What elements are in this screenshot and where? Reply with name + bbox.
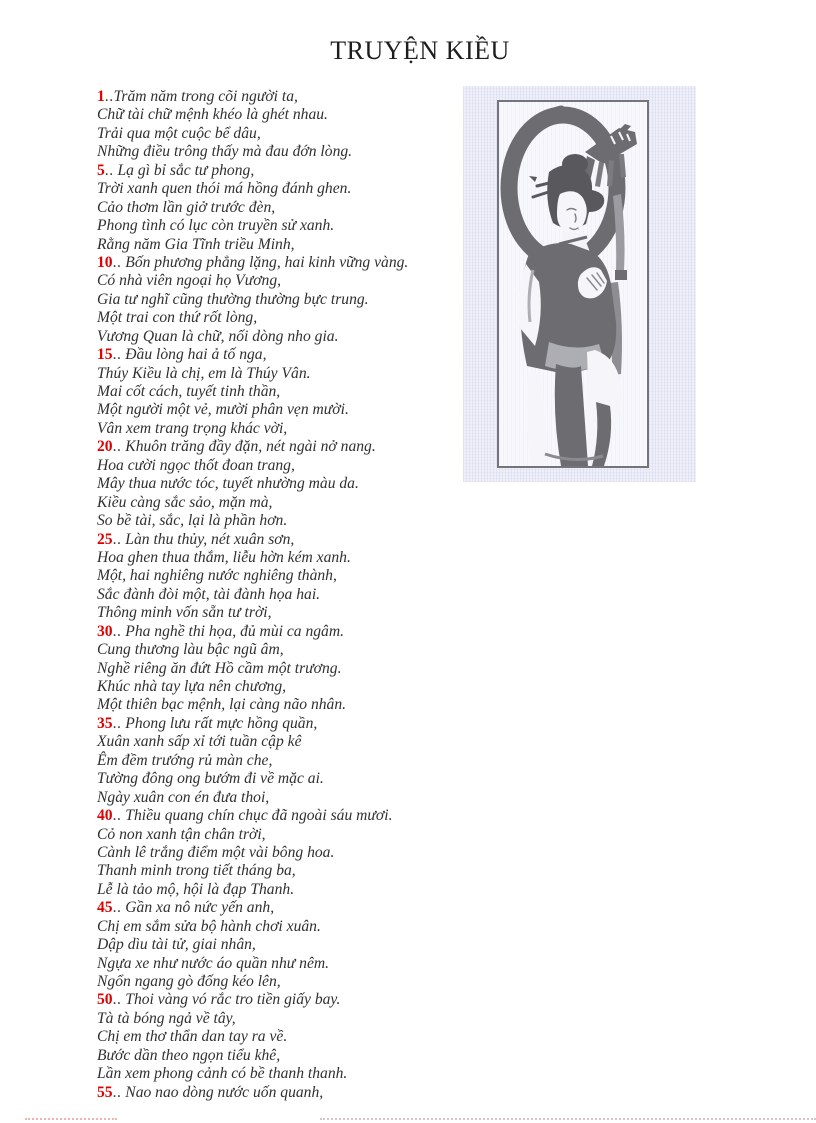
verse-text: Mai cốt cách, tuyết tinh thần, — [97, 383, 281, 400]
line-number-dots: .. — [112, 714, 122, 732]
verse-text: Trăm năm trong cõi người ta, — [113, 88, 298, 105]
poem-line — [97, 88, 408, 106]
poem-line — [97, 586, 408, 604]
verse-text: Ngày xuân con én đưa thoi, — [97, 788, 270, 806]
verse-text: Có nhà viên ngoại họ Vương, — [97, 272, 282, 290]
verse-text: Ngổn ngang gò đống kéo lên, — [97, 973, 281, 990]
verse-text: Pha nghề thi họa, đủ mùi ca ngâm. — [121, 622, 345, 640]
poem-line — [97, 125, 408, 143]
line-number: 10 — [97, 253, 113, 271]
poem-line — [97, 936, 408, 954]
poem-line — [97, 789, 408, 807]
poem-line — [97, 899, 408, 917]
verse-text: Cảo thơm lần giở trước đèn, — [97, 198, 276, 216]
poem-line — [97, 1047, 408, 1065]
page-bottom-dotted-rule-right — [320, 1118, 816, 1120]
line-number-dots: .. — [112, 807, 122, 825]
poem-line — [97, 770, 408, 788]
verse-text: So bề tài, sắc, lại là phần hơn. — [97, 512, 288, 530]
poem-line — [97, 973, 408, 991]
line-number: 35 — [97, 714, 113, 732]
poem-line — [97, 401, 408, 419]
verse-text: Một thiên bạc mệnh, lại càng não nhân. — [97, 696, 347, 714]
verse-text: Xuân xanh sấp xỉ tới tuần cập kê — [97, 733, 302, 751]
verse-text: Hoa ghen thua thắm, liễu hờn kém xanh. — [97, 548, 351, 566]
poem-line — [97, 365, 408, 383]
poem-line — [97, 678, 408, 696]
poem-line — [97, 1010, 408, 1028]
verse-text: Khuôn trăng đầy đặn, nét ngài nở nang. — [121, 438, 376, 456]
verse-text: Gia tư nghĩ cũng thường thường bực trung. — [97, 290, 369, 308]
poem-line — [97, 475, 408, 493]
poem-line — [97, 641, 408, 659]
verse-text: Lạ gì bỉ sắc tư phong, — [113, 161, 255, 179]
poem-line — [97, 106, 408, 124]
poem-line — [97, 236, 408, 254]
poem-line — [97, 807, 408, 825]
poem-line — [97, 272, 408, 290]
verse-text: Tà tà bóng ngả về tây, — [97, 1009, 236, 1027]
poem-line — [97, 844, 408, 862]
poem-line — [97, 567, 408, 585]
poem-line — [97, 623, 408, 641]
poem-line — [97, 862, 408, 880]
poem-line — [97, 1084, 408, 1102]
line-number-dots: .. — [112, 622, 122, 640]
line-number-dots: .. — [112, 530, 122, 548]
verse-text: Một, hai nghiêng nước nghiêng thành, — [97, 567, 337, 585]
verse-text: Thúy Kiều là chị, em là Thúy Vân. — [97, 364, 311, 382]
verse-text: Một trai con thứ rốt lòng, — [97, 309, 258, 327]
poem-line — [97, 715, 408, 733]
poem-line — [97, 991, 408, 1009]
poem-line — [97, 162, 408, 180]
verse-text: Vương Quan là chữ, nối dòng nho gia. — [97, 327, 339, 345]
verse-text: Chữ tài chữ mệnh khéo là ghét nhau. — [97, 106, 328, 124]
poem-line — [97, 180, 408, 198]
verse-text: Đầu lòng hai ả tố nga, — [121, 346, 267, 364]
poem-line — [97, 752, 408, 770]
line-number-dots: .. — [112, 438, 122, 456]
poem-line — [97, 604, 408, 622]
poem-line — [97, 733, 408, 751]
verse-text: Sắc đành đòi một, tài đành họa hai. — [97, 585, 321, 603]
poem-line — [97, 309, 408, 327]
page-title: TRUYỆN KIỀU — [330, 36, 510, 65]
line-number: 5 — [97, 161, 105, 179]
verse-text: Hoa cười ngọc thốt đoan trang, — [97, 456, 295, 474]
verse-text: Mây thua nước tóc, tuyết nhường màu da. — [97, 475, 359, 493]
verse-text: Dập dìu tài tử, giai nhân, — [97, 936, 256, 954]
verse-text: Thoi vàng vó rắc tro tiền giấy bay. — [121, 991, 341, 1009]
poem-line — [97, 1065, 408, 1083]
verse-text: Kiều càng sắc sảo, mặn mà, — [97, 493, 273, 511]
verse-text: Vân xem trang trọng khác vời, — [97, 419, 288, 437]
poem-text — [97, 88, 408, 1102]
verse-text: Rằng năm Gia Tĩnh triều Minh, — [97, 235, 295, 253]
verse-text: Thiều quang chín chục đã ngoài sáu mươi. — [121, 807, 393, 825]
verse-text: Thanh minh trong tiết tháng ba, — [97, 862, 296, 880]
poem-line — [97, 1028, 408, 1046]
poem-line — [97, 199, 408, 217]
poem-line — [97, 143, 408, 161]
poem-line — [97, 420, 408, 438]
line-number: 20 — [97, 438, 113, 456]
verse-text: Gần xa nô nức yến anh, — [121, 899, 275, 917]
line-number-dots: .. — [104, 161, 114, 179]
page-bottom-dotted-rule-left — [25, 1118, 117, 1120]
verse-text: Êm đềm trướng rủ màn che, — [97, 751, 273, 769]
verse-text: Trải qua một cuộc bể dâu, — [97, 124, 261, 142]
verse-text: Chị em sắm sửa bộ hành chơi xuân. — [97, 917, 321, 935]
poem-line — [97, 346, 408, 364]
verse-text: Khúc nhà tay lựa nên chương, — [97, 678, 287, 695]
line-number: 45 — [97, 899, 113, 917]
poem-line — [97, 494, 408, 512]
kieu-lute-illustration — [497, 100, 649, 468]
verse-text: Tường đông ong bướm đi về mặc ai. — [97, 770, 324, 788]
poem-line — [97, 512, 408, 530]
poem-line — [97, 457, 408, 475]
poem-line — [97, 328, 408, 346]
poem-line — [97, 291, 408, 309]
verse-text: Nghề riêng ăn đứt Hồ cầm một trương. — [97, 659, 342, 677]
line-number-dots: .. — [112, 899, 122, 917]
verse-text: Cỏ non xanh tận chân trời, — [97, 825, 266, 843]
verse-text: Cung thương làu bậc ngũ âm, — [97, 641, 284, 659]
verse-text: Làn thu thủy, nét xuân sơn, — [121, 530, 295, 548]
illustration-frame — [463, 86, 696, 482]
line-number-dots: .. — [112, 991, 122, 1009]
poem-line — [97, 531, 408, 549]
verse-text: Lễ là tảo mộ, hội là đạp Thanh. — [97, 880, 295, 898]
verse-text: Bước dần theo ngọn tiểu khê, — [97, 1046, 281, 1064]
line-number-dots: .. — [104, 88, 114, 105]
line-number: 50 — [97, 991, 113, 1009]
poem-line — [97, 438, 408, 456]
verse-text: Nao nao dòng nước uốn quanh, — [121, 1083, 324, 1101]
line-number: 40 — [97, 807, 113, 825]
poem-line — [97, 254, 408, 272]
line-number-dots: .. — [112, 253, 122, 271]
verse-text: Cành lê trắng điểm một vài bông hoa. — [97, 843, 335, 861]
verse-text: Trời xanh quen thói má hồng đánh ghen. — [97, 180, 352, 198]
line-number: 30 — [97, 622, 113, 640]
line-number: 55 — [97, 1083, 113, 1101]
ink-drawing-graphic — [499, 102, 647, 466]
verse-text: Một người một vẻ, mười phân vẹn mười. — [97, 401, 349, 419]
poem-line — [97, 217, 408, 235]
poem-line — [97, 918, 408, 936]
line-number: 15 — [97, 346, 113, 364]
poem-line — [97, 955, 408, 973]
verse-text: Phong lưu rất mực hồng quần, — [121, 714, 318, 732]
verse-text: Ngựa xe như nước áo quần như nêm. — [97, 954, 330, 972]
verse-text: Những điều trông thấy mà đau đớn lòng. — [97, 143, 353, 161]
line-number-dots: .. — [112, 1083, 122, 1101]
poem-line — [97, 826, 408, 844]
verse-text: Bốn phương phẳng lặng, hai kinh vững vàng. — [121, 253, 409, 271]
line-number: 25 — [97, 530, 113, 548]
verse-text: Lần xem phong cảnh có bề thanh thanh. — [97, 1065, 348, 1083]
line-number: 1 — [97, 88, 105, 105]
verse-text: Chị em thơ thẩn dan tay ra về. — [97, 1028, 288, 1046]
verse-text: Thông minh vốn sẵn tư trời, — [97, 604, 272, 622]
line-number-dots: .. — [112, 346, 122, 364]
poem-line — [97, 549, 408, 567]
verse-text: Phong tình có lục còn truyền sử xanh. — [97, 217, 335, 235]
poem-line — [97, 696, 408, 714]
poem-line — [97, 660, 408, 678]
poem-line — [97, 383, 408, 401]
poem-line — [97, 881, 408, 899]
